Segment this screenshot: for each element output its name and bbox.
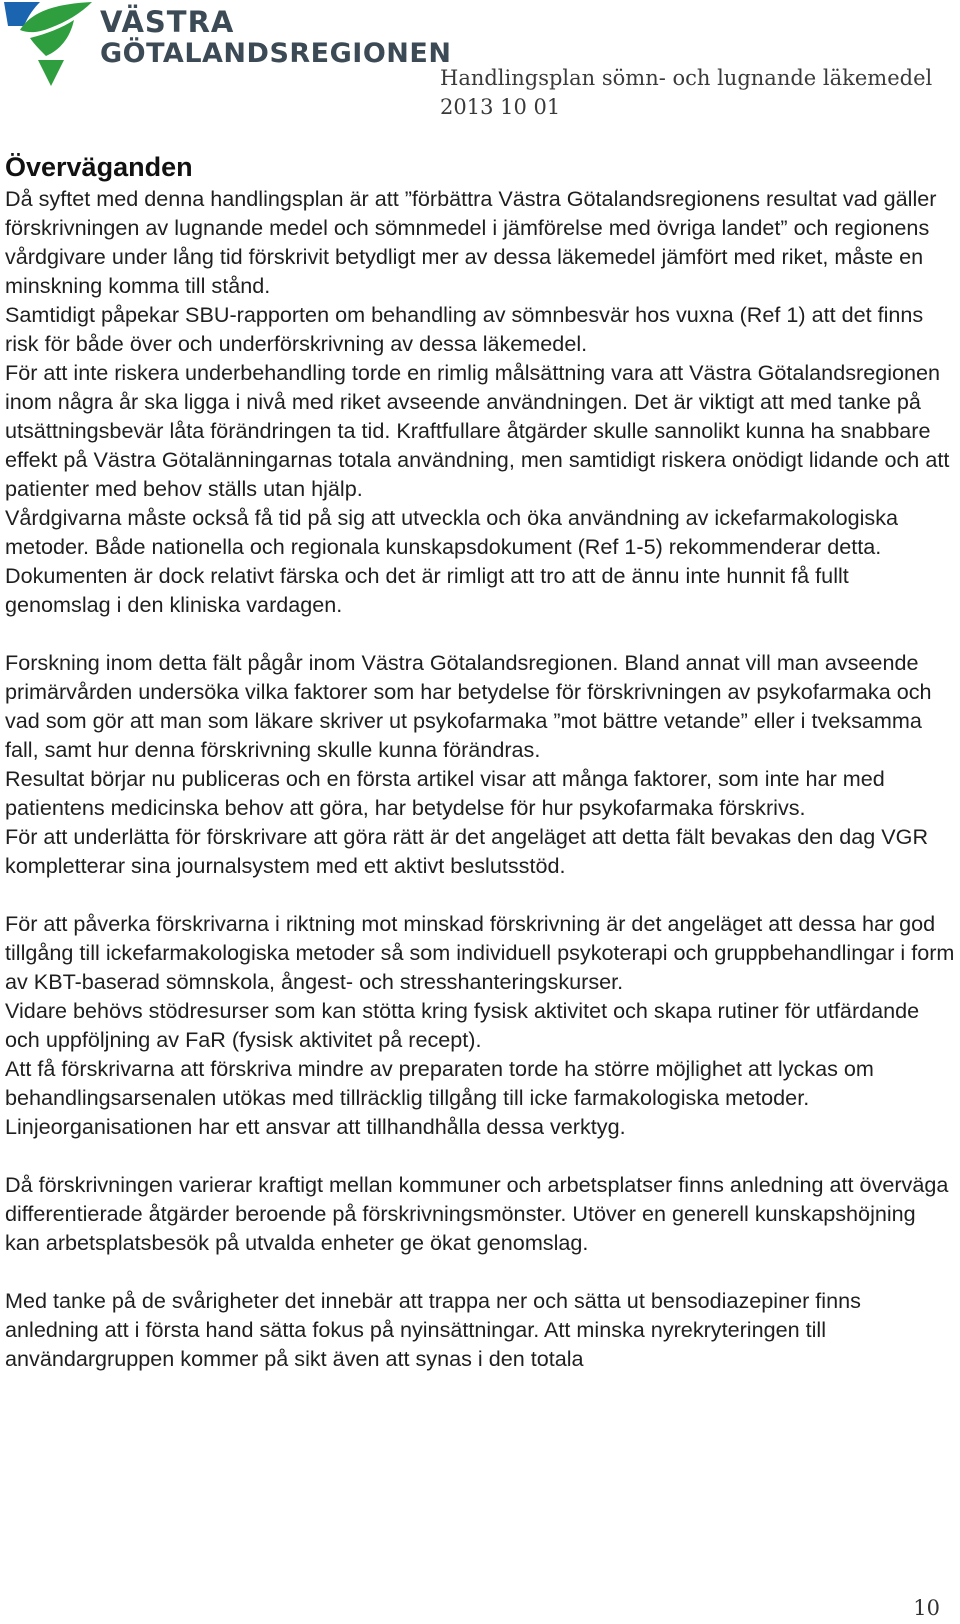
- vgr-emblem-icon: [0, 0, 100, 90]
- paragraph: Vårdgivarna måste också få tid på sig att utveckla och öka användning av ickefarmakologiska metoder. Både nationella och regionala kunskapsdokument (Ref 1-5) rekommenderar detta. Dokumenten är dock relativt färska och det är rimligt att tro att de ännu inte hunnit få fullt genomslag i den kliniska vardagen.: [5, 505, 899, 617]
- paragraph: För att underlätta för förskrivare att göra rätt är det angeläget att detta fält bevakas den dag VGR kompletterar sina journalsystem med ett aktivt beslutsstöd.: [5, 824, 929, 878]
- paragraph: Med tanke på de svårigheter det innebär att trappa ner och sätta ut bensodiazepiner finns anledning att i första hand sätta fokus på nyinsättningar. Att minska nyrekryteringen till användargruppen kommer på sikt även att synas i den totala: [5, 1288, 861, 1371]
- paragraph: Samtidigt påpekar SBU-rapporten om behandling av sömnbesvär hos vuxna (Ref 1) att det finns risk för både över och underförskrivning av dessa läkemedel.: [5, 302, 924, 356]
- logo-line-1: VÄSTRA: [100, 5, 235, 39]
- organization-logo: [0, 0, 452, 95]
- document-title: Handlingsplan sömn- och lugnande läkemedel: [440, 66, 933, 90]
- section-heading: Överväganden: [5, 152, 193, 182]
- page-content: [5, 150, 955, 1373]
- paragraph: Då syftet med denna handlingsplan är att ”förbättra Västra Götalandsregionens resultat vad gäller förskrivningen av lugnande medel och sömnmedel i jämförelse med övriga landet” och regionens vårdgivare under lång tid förskrivit betydligt mer av dessa läkemedel jämfört med riket, måste en minskning komma till stånd.: [5, 186, 937, 298]
- paragraph: För att påverka förskrivarna i riktning mot minskad förskrivning är det angeläget att dessa har god tillgång till ickefarmakologiska metoder så som individuell psykoterapi och gruppbehandlingar i form av KBT-baserad sömnskola, ångest- och stresshanteringskurser.: [5, 911, 955, 994]
- paragraph: Vidare behövs stödresurser som kan stötta kring fysisk aktivitet och skapa rutiner för utfärdande och uppföljning av FaR (fysisk aktivitet på recept).: [5, 998, 920, 1052]
- page-number: 10: [913, 1596, 940, 1620]
- document-date: 2013 10 01: [440, 95, 561, 119]
- paragraph: För att inte riskera underbehandling torde en rimlig målsättning vara att Västra Götalandsregionen inom några år ska ligga i nivå med riket avseende användningen. Det är viktigt att med tanke på utsättningsbevär låta förändringen ta tid. Kraftfullare åtgärder skulle sannolikt kunna ha snabbare effekt på Västra Götalänningarnas totala användning, men samtidigt riskera onödigt lidande och att patienter med behov ställs utan hjälp.: [5, 360, 950, 501]
- paragraph: Då förskrivningen varierar kraftigt mellan kommuner och arbetsplatser finns anledning att överväga differentierade åtgärder beroende på förskrivningsmönster. Utöver en generell kunskapshöjning kan arbetsplatsbesök på utvalda enheter ge ökat genomslag.: [5, 1172, 949, 1255]
- document-header: [440, 64, 932, 122]
- paragraph: Resultat börjar nu publiceras och en första artikel visar att många faktorer, som inte har med patientens medicinska behov att göra, har betydelse för hur psykofarmaka förskrivs.: [5, 766, 885, 820]
- logo-wordmark: [100, 5, 452, 69]
- paragraph: Forskning inom detta fält pågår inom Västra Götalandsregionen. Bland annat vill man avseende primärvården undersöka vilka faktorer som har betydelse för förskrivningen av psykofarmaka och vad som gör att man som läkare skriver ut psykofarmaka ”mot bättre vetande” eller i tveksamma fall, samt hur denna förskrivning skulle kunna förändras.: [5, 650, 932, 762]
- paragraph: Att få förskrivarna att förskriva mindre av preparaten torde ha större möjlighet att lyckas om behandlingsarsenalen utökas med tillräcklig tillgång till icke farmakologiska metoder. Linjeorganisationen har ett ansvar att tillhandhålla dessa verktyg.: [5, 1056, 874, 1139]
- logo-line-2: GÖTALANDSREGIONEN: [100, 38, 452, 69]
